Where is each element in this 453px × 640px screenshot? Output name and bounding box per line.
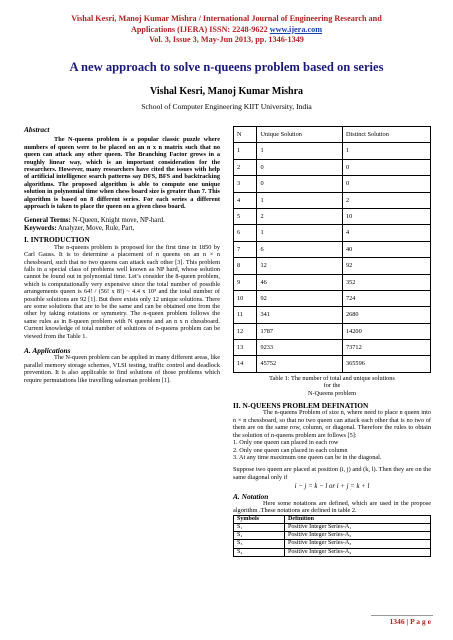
table-cell: S₁ bbox=[234, 523, 285, 531]
table-cell: 92 bbox=[257, 290, 343, 306]
table-cell: 7 bbox=[234, 241, 257, 257]
rule-item: 2. Only one queen can placed in each column bbox=[233, 446, 348, 454]
table-cell: 2 bbox=[234, 159, 257, 175]
table-cell: 0 bbox=[342, 176, 430, 192]
table-row bbox=[234, 241, 431, 257]
table-cell: 341 bbox=[257, 307, 343, 323]
table1-caption-line-1: Table 1: The number of total and unique solutions bbox=[269, 374, 395, 382]
journal-line-2 bbox=[20, 25, 433, 36]
table-header-row bbox=[234, 127, 431, 143]
table-cell: Definition bbox=[285, 515, 431, 523]
table-cell: S₄ bbox=[234, 548, 285, 556]
table-cell: 92 bbox=[342, 258, 430, 274]
table-cell: 5 bbox=[234, 208, 257, 224]
intro-paragraph: The n-queens problem is proposed for the first time in 1850 by Carl Gauss. It is to determine a placement of n queens on an n × n chessboard, such that no two queens can attack each other [3]. This problem falls in a special class of problems well known as NP hard, whose solution cannot be found out in polynomial time. Let’s consider the 8-queen problem, which is computationally very expensive since the total number of possible arrangements queen is 64! / (56! x 8!) ~ 4.4 x 10⁹ and the total number of possible solutions are 92 [1]. But there exists only 12 unique solutions. There are some solutions that are to be the same and can be obtained one from the other by taking rotations or symmetry. The n-queen problem follows the same rules as in 8-queen problem with N queens and an n x n chessboard. Current knowledge of total number of solutions of n-queens problem can be viewed from the Table 1. bbox=[24, 243, 220, 340]
table-cell: 12 bbox=[234, 323, 257, 339]
table-cell: Distinct Solution bbox=[342, 127, 430, 143]
table-row bbox=[234, 290, 431, 306]
notation-table bbox=[233, 515, 431, 557]
table-cell: 0 bbox=[257, 176, 343, 192]
table-row bbox=[234, 340, 431, 356]
notation-heading: A. Notation bbox=[233, 491, 269, 501]
diagonal-formula: i − j = k − l or i + j = k + l bbox=[294, 483, 370, 491]
paper-authors: Vishal Kesri, Manoj Kumar Mishra bbox=[149, 86, 304, 97]
rule-item: 3. At any time maximum one queen can be in the diagonal. bbox=[233, 453, 382, 461]
journal-link[interactable]: www.ijera.com bbox=[269, 24, 323, 34]
right-column bbox=[233, 126, 431, 557]
applications-paragraph: The N-queen problem can be applied in many different areas, like parallel memory storage schemes, VLSI testing, traffic control and deadlock prevention. It is also applicable to find solutions of those problems which require permutations like travelling salesman problem [1]. bbox=[24, 354, 220, 384]
page-footer: 1346 | P a g e bbox=[389, 617, 431, 626]
table-cell: 12 bbox=[257, 258, 343, 274]
table-row bbox=[234, 192, 431, 208]
table-row bbox=[234, 540, 431, 548]
table-cell: 6 bbox=[234, 225, 257, 241]
abstract-heading: Abstract bbox=[24, 125, 50, 134]
table-cell: 0 bbox=[342, 159, 430, 175]
diagonal-paragraph: Suppose two queen are placed at position (i, j) and (k, l). Then they are on the same diagonal only if bbox=[233, 466, 431, 481]
table-cell: 1787 bbox=[257, 323, 343, 339]
table-row bbox=[234, 307, 431, 323]
table-cell: 4 bbox=[342, 225, 430, 241]
table-cell: N bbox=[234, 127, 257, 143]
table-cell: 6 bbox=[257, 241, 343, 257]
table-row bbox=[234, 548, 431, 556]
paper-title: A new approach to solve n-queens problem based on series bbox=[69, 60, 384, 74]
table-cell: Positive Integer Series-A₂ bbox=[285, 532, 431, 540]
table-cell: 10 bbox=[342, 208, 430, 224]
left-column bbox=[24, 126, 220, 384]
table-row bbox=[234, 274, 431, 290]
table-cell: 11 bbox=[234, 307, 257, 323]
table-cell: 1 bbox=[234, 143, 257, 159]
definition-paragraph: The n-queens Problem of size n, where need to place n queen into n × n chessboard, so that no two queen can attack each other that is no two of them are on the same row, column, or diagonal. Therefore the rules to obtain the solution of n-queens problem are follows [5]: bbox=[233, 409, 431, 439]
table-cell: 2680 bbox=[342, 307, 430, 323]
table-cell: 8 bbox=[234, 258, 257, 274]
table-cell: 4 bbox=[234, 192, 257, 208]
table-cell: 45752 bbox=[257, 356, 343, 372]
paper-affiliation: School of Computer Engineering KIIT University, India bbox=[141, 102, 312, 111]
table-cell: 2 bbox=[342, 192, 430, 208]
table-row bbox=[234, 523, 431, 531]
definition-heading: II. N-QUEENS PROBLEM DEFINATION bbox=[233, 401, 369, 411]
table-cell: S₂ bbox=[234, 532, 285, 540]
keywords-label: Keywords: bbox=[24, 223, 57, 232]
table-cell: 40 bbox=[342, 241, 430, 257]
table-cell: Symbols bbox=[234, 515, 285, 523]
table-cell: 9 bbox=[234, 274, 257, 290]
table-header-row bbox=[234, 515, 431, 523]
table-row bbox=[234, 356, 431, 372]
general-terms-label: General Terms: bbox=[24, 216, 71, 225]
keywords-text: Analyzer, Move, Rule, Part, bbox=[56, 224, 135, 232]
table-row bbox=[234, 258, 431, 274]
table-cell: 14 bbox=[234, 356, 257, 372]
table-cell: 10 bbox=[234, 290, 257, 306]
table-row bbox=[234, 159, 431, 175]
table-cell: Unique Solution bbox=[257, 127, 343, 143]
table-cell: Positive Integer Series-A₁ bbox=[285, 523, 431, 531]
table-cell: 14200 bbox=[342, 323, 430, 339]
table-row bbox=[234, 208, 431, 224]
table-cell: 0 bbox=[257, 159, 343, 175]
table-cell: 3 bbox=[234, 176, 257, 192]
table-cell: Positive Integer Series-A₃ bbox=[285, 540, 431, 548]
table-row bbox=[234, 225, 431, 241]
table-cell: 365596 bbox=[342, 356, 430, 372]
abstract-text: The N-queens problem is a popular classic puzzle where numbers of queen were to be placed on an n x n matrix such that no queen can attack any other queen. The Branching Factor grows in a roughly linear way, which is an important consideration for the researchers. However, many researchers have cited the issues with help of artificial intelligence search patterns say DFS, BFS and backtracking algorithms. The proposed algorithm is able to compute one unique solution in polynomial time when chess board size is greater than 7. This algorithm is based on 8 different series. For each series a different approach is taken to place the queen on a given chess board. bbox=[24, 136, 220, 211]
table-cell: 1 bbox=[257, 225, 343, 241]
table-cell: Positive Integer Series-A₄ bbox=[285, 548, 431, 556]
solutions-table bbox=[233, 126, 431, 373]
keywords bbox=[24, 225, 220, 232]
table-cell: 1 bbox=[257, 192, 343, 208]
table-cell: 1 bbox=[342, 143, 430, 159]
table-cell: S₃ bbox=[234, 540, 285, 548]
notation-paragraph: Here some notations are defined, which are used in the propose algorithm .These notations are defined in table 2. bbox=[233, 499, 431, 515]
table-cell: 73712 bbox=[342, 340, 430, 356]
intro-heading: I. INTRODUCTION bbox=[24, 235, 90, 245]
rule-item: 1. Only one queen can placed in each row bbox=[233, 439, 339, 447]
applications-heading: A. Applications bbox=[24, 345, 71, 355]
rules-list bbox=[233, 439, 431, 461]
table-row bbox=[234, 323, 431, 339]
table-cell: 13 bbox=[234, 340, 257, 356]
journal-line-1: Vishal Kesri, Manoj Kumar Mishra / International Journal of Engineering Research and bbox=[71, 14, 382, 23]
journal-line-3: Vol. 3, Issue 3, May-Jun 2013, pp. 1346-1349 bbox=[149, 35, 304, 44]
table-row bbox=[234, 176, 431, 192]
table-cell: 1 bbox=[257, 143, 343, 159]
table-row bbox=[234, 532, 431, 540]
table-row bbox=[234, 143, 431, 159]
table-cell: 9233 bbox=[257, 340, 343, 356]
table1-caption bbox=[233, 375, 431, 397]
table-cell: 2 bbox=[257, 208, 343, 224]
footer-divider bbox=[371, 615, 433, 616]
table1-caption-line-3: N-Queens problem bbox=[307, 389, 357, 397]
table-cell: 724 bbox=[342, 290, 430, 306]
journal-header bbox=[20, 14, 433, 46]
table-cell: 46 bbox=[257, 274, 343, 290]
table-cell: 352 bbox=[342, 274, 430, 290]
journal-issn: Applications (IJERA) ISSN: 2248-9622 bbox=[130, 24, 270, 34]
general-terms-text: N-Queen, Knight move, NP-hard. bbox=[70, 217, 165, 225]
table1-caption-line-2: for the bbox=[323, 382, 341, 390]
